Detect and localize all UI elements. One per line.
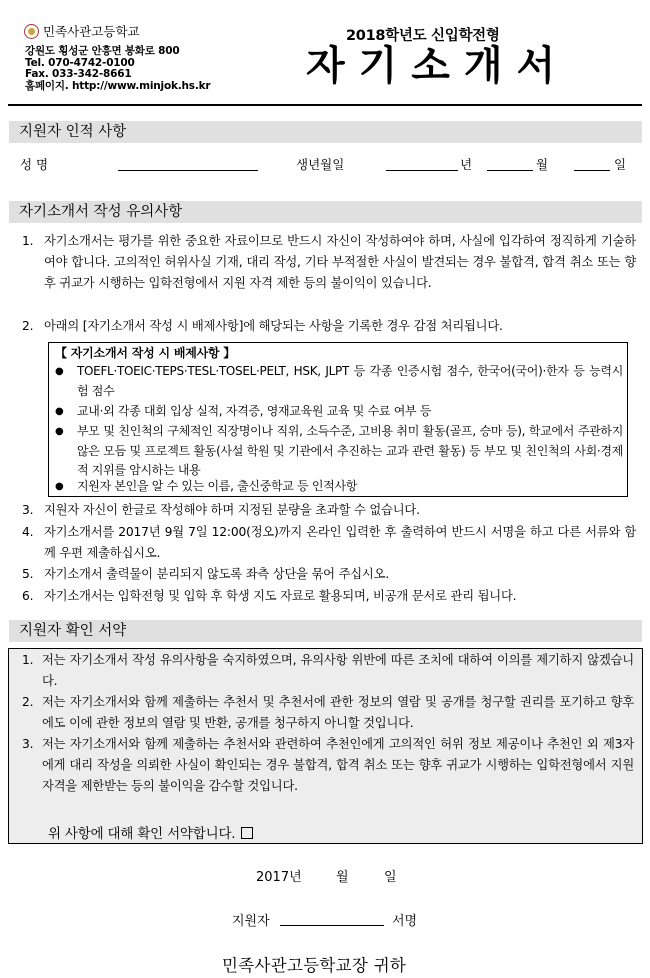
day-label: 일 bbox=[614, 157, 627, 172]
exclusion-bullet: ● 지원자 본인을 알 수 있는 이름, 출신중학교 등 인적사항 bbox=[53, 477, 623, 497]
birth-year-line[interactable] bbox=[386, 170, 458, 171]
document-subtitle: 2018학년도 신입학전형 bbox=[346, 28, 500, 44]
birth-month-line[interactable] bbox=[487, 170, 533, 171]
sign-label: 서명 bbox=[392, 914, 418, 929]
applicant-label: 지원자 bbox=[232, 914, 270, 929]
confirm-checkbox[interactable] bbox=[241, 827, 253, 839]
guideline-item: 3. 지원자 자신이 한글로 작성해야 하며 지정된 분량을 초과할 수 없습니다. bbox=[22, 503, 420, 517]
bullet-icon: ● bbox=[55, 481, 64, 492]
guideline-item: 1. 자기소개서는 평가를 위한 중요한 자료이므로 반드시 자신이 작성하여야 하며, 사실에 입각하여 정직하게 기술하여야 합니다. 고의적인 허위사실 기재, 대리 작성, 기타 부적절한 사실이 발견되는 경우 불합격, 합격 취소 또는 향후 귀교가 시행하는 입학전형에서 지원 자격 제한 등의 불이익이 있습니다. bbox=[22, 234, 636, 290]
document-title: 자기소개서 bbox=[306, 43, 570, 89]
year-label: 년 bbox=[460, 157, 473, 172]
oath-item: 1. 저는 자기소개서 작성 유의사항을 숙지하였으며, 유의사항 위반에 따른 조치에 대하여 이의를 제기하지 않겠습니다. bbox=[22, 653, 634, 688]
section-guidelines-header: 자기소개서 작성 유의사항 bbox=[9, 201, 642, 223]
section-personal-info-header: 지원자 인적 사항 bbox=[9, 121, 642, 143]
sign-year: 2017년 bbox=[256, 870, 302, 885]
guideline-item: 2. 아래의 [자기소개서 작성 시 배제사항]에 해당되는 사항을 기록한 경우 감점 처리됩니다. bbox=[22, 319, 503, 333]
school-name: 민족사관고등학교 bbox=[24, 22, 140, 40]
addressee: 민족사관고등학교장 귀하 bbox=[222, 956, 407, 975]
name-input-line[interactable] bbox=[118, 170, 258, 171]
signature-line[interactable] bbox=[280, 925, 384, 926]
guideline-item: 5. 자기소개서 출력물이 분리되지 않도록 좌측 상단을 묶어 주십시오. bbox=[22, 567, 389, 581]
sign-month: 월 bbox=[336, 870, 349, 885]
exclusion-box-title: 【 자기소개서 작성 시 배제사항 】 bbox=[55, 346, 236, 360]
exclusion-bullet: ● TOEFL·TOEIC·TEPS·TESL·TOSEL·PELT, HSK, JLPT 등 각종 인증시험 점수, 한국어(국어)·한자 등 능력시험 점수 bbox=[55, 364, 623, 398]
bullet-icon: ● bbox=[55, 426, 64, 437]
confirm-oath: 위 사항에 대해 확인 서약합니다. bbox=[48, 822, 253, 842]
school-address: 강원도 횡성군 안흥면 봉화로 800 bbox=[25, 45, 180, 57]
sign-day: 일 bbox=[384, 870, 397, 885]
school-contact bbox=[25, 46, 210, 92]
guideline-item: 6. 자기소개서는 입학전형 및 입학 후 학생 지도 자료로 활용되며, 비공개 문서로 관리 됩니다. bbox=[22, 589, 517, 603]
exclusion-bullet: ● 교내·외 각종 대회 입상 실적, 자격증, 영재교육원 교육 및 수료 여부 등 bbox=[53, 402, 623, 422]
section-oath-header: 지원자 확인 서약 bbox=[9, 620, 642, 642]
birth-day-line[interactable] bbox=[574, 170, 610, 171]
exclusion-box bbox=[48, 342, 628, 497]
exclusion-bullet: ● 부모 및 친인척의 구체적인 직장명이나 직위, 소득수준, 고비용 취미 활동(골프, 승마 등), 학교에서 주관하지 않은 모듬 및 프로젝트 활동(사설 학원 및 기관에서 추진하는 교과 관련 활동) 등 부모 및 친인척의 사회·경제적 지위를 암시하는 내용 bbox=[55, 424, 623, 477]
school-logo-icon bbox=[24, 24, 39, 39]
bullet-icon: ● bbox=[55, 366, 64, 377]
school-tel: Tel. 070-4742-0100 bbox=[25, 56, 135, 69]
school-fax: Fax. 033-342-8661 bbox=[25, 68, 132, 80]
oath-item: 2. 저는 자기소개서와 함께 제출하는 추천서 및 추천서에 관한 정보의 열람 및 공개를 청구할 권리를 포기하고 향후에도 이에 관한 정보의 열람 및 반환, 공개를 청구하지 아니할 것입니다. bbox=[22, 695, 634, 730]
school-homepage: 홈페이지. http://www.minjok.hs.kr bbox=[25, 79, 211, 92]
month-label: 월 bbox=[536, 157, 549, 172]
guideline-item: 4. 자기소개서를 2017년 9월 7일 12:00(정오)까지 온라인 입력한 후 출력하여 반드시 서명을 하고 다른 서류와 함께 우편 제출하십시오. bbox=[22, 525, 636, 560]
name-label: 성 명 bbox=[20, 157, 49, 172]
oath-item: 3. 저는 자기소개서와 함께 제출하는 추천서와 관련하여 추천인에게 고의적인 허위 정보 제공이나 추천인 외 제3자에게 대리 작성을 의뢰한 사실이 확인되는 경우 불합격, 합격 취소 또는 향후 귀교가 시행하는 입학전형에서 지원 자격을 제한받는 등의 불이익을 감수할 것입니다. bbox=[22, 737, 634, 793]
bullet-icon: ● bbox=[55, 406, 64, 417]
header-divider bbox=[8, 104, 642, 106]
birth-label: 생년월일 bbox=[296, 157, 345, 172]
